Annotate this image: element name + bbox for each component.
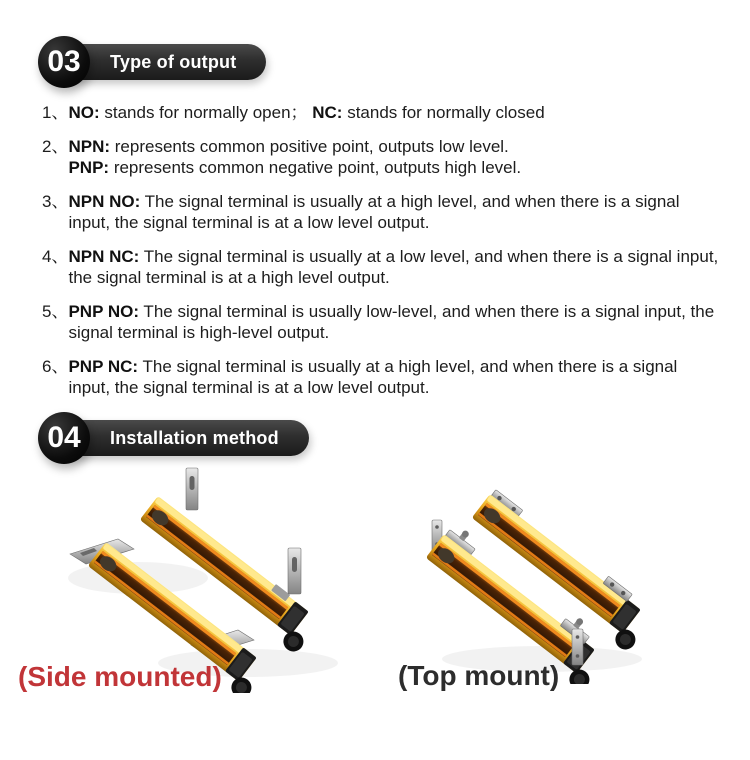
list-item-text [68, 136, 521, 178]
definition: represents common positive point, outputs low level. [110, 137, 509, 156]
section-number: 03 [47, 45, 81, 78]
term: NPN NC: [68, 247, 140, 266]
section-number-badge [38, 36, 90, 88]
mounting-bracket [271, 548, 301, 601]
section-title: Type of output [110, 51, 237, 72]
definition: The signal terminal is usually at a low level, and when there is a signal input, the signal terminal is at a high level output. [68, 247, 719, 287]
section-number-badge [38, 412, 90, 464]
term: NPN: [68, 137, 111, 156]
term: NPN NO: [68, 192, 141, 211]
list-item [42, 356, 722, 398]
section-number: 04 [47, 421, 81, 454]
definition: The signal terminal is usually at a high level, and when there is a signal input, the signal terminal is at a low level output. [68, 357, 678, 397]
list-item-text [68, 102, 544, 123]
term: PNP: [68, 158, 110, 177]
mounting-bracket [572, 629, 583, 665]
definition: The signal terminal is usually at a high level, and when there is a signal input, the signal terminal is at a low level output. [68, 192, 680, 232]
side-mount-illustration [48, 458, 358, 693]
list-item-number: 5、 [42, 302, 69, 321]
list-item [42, 102, 722, 123]
list-item-text [68, 301, 720, 343]
term: NO: [68, 103, 100, 122]
term: PNP NC: [68, 357, 139, 376]
list-item-text [68, 356, 720, 398]
mount-row [0, 464, 750, 756]
list-item [42, 246, 722, 288]
definition: The signal terminal is usually low-level, and when there is a signal input, the signal terminal is high-level output. [68, 302, 715, 342]
list-item-number: 1、 [42, 103, 69, 122]
output-section [0, 36, 750, 398]
list-item-number: 4、 [42, 247, 69, 266]
side-mount-caption: (Side mounted) [18, 661, 222, 692]
definition: stands for normally open； [99, 103, 313, 122]
definition: represents common negative point, outputs high level. [109, 158, 522, 177]
term: NC: [312, 103, 343, 122]
list-item [42, 191, 722, 233]
section-title-pill [62, 420, 309, 456]
list-item-number: 3、 [42, 192, 69, 211]
list-item [42, 136, 722, 178]
installation-section [0, 412, 750, 756]
mounting-bracket [186, 468, 198, 510]
list-item-number: 6、 [42, 357, 69, 376]
definition: stands for normally closed [342, 103, 545, 122]
term: PNP NO: [68, 302, 140, 321]
top-mount-caption: (Top mount) [398, 660, 560, 691]
list-item-number: 2、 [42, 137, 69, 156]
section-title-pill [62, 44, 266, 80]
section-title: Installation method [110, 427, 279, 448]
top-mount-illustration [402, 464, 702, 684]
output-list [42, 102, 722, 398]
list-item [42, 301, 722, 343]
list-item-text [68, 191, 720, 233]
list-item-text [68, 246, 720, 288]
